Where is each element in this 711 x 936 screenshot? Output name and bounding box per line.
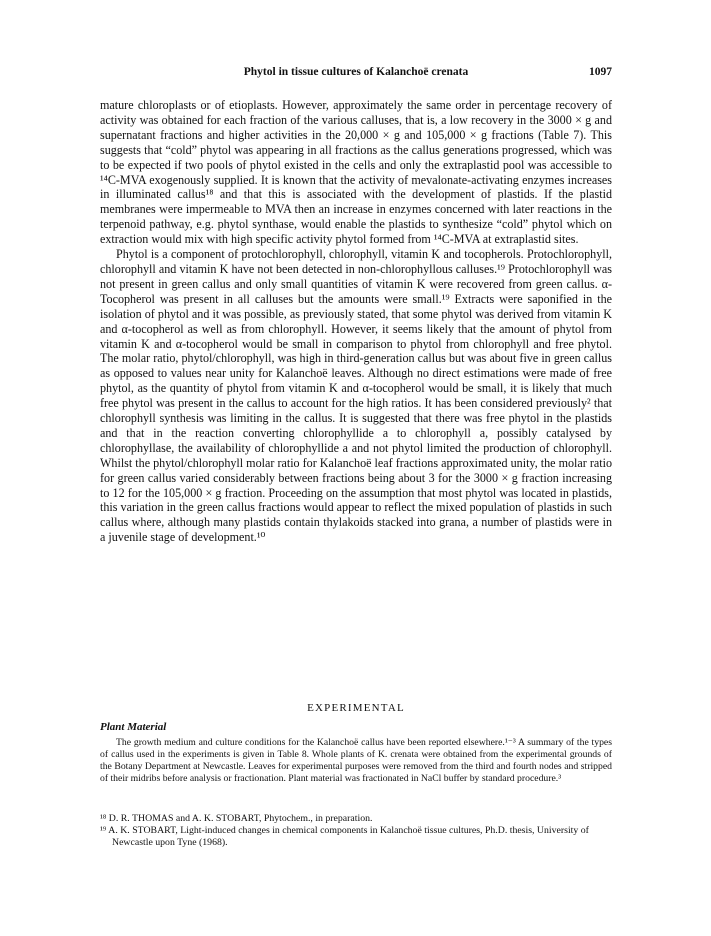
discussion-text [100, 98, 612, 545]
plant-material-paragraph: The growth medium and culture conditions for the Kalanchoë callus have been reported elsewhere.¹⁻³ A summary of the types of callus used in the experiments is given in Table 8. Whole plants of K. crenata were obtained from the experimental grounds of the Botany Department at Newcastle. Leaves for experimental purposes were removed from the third and fourth nodes and stripped of their midribs before analysis or fractionation. Plant material was fractionated in NaCl buffer by standard procedure.³ [100, 737, 612, 784]
footnote-18: ¹⁸ D. R. THOMAS and A. K. STOBART, Phytochem., in preparation. [100, 813, 373, 824]
page-number: 1097 [589, 66, 612, 78]
experimental-heading: EXPERIMENTAL [307, 702, 405, 714]
running-head [100, 66, 612, 84]
discussion-paragraph-1: mature chloroplasts or of etioplasts. However, approximately the same order in percentage recovery of activity was obtained for each fraction of the various calluses, that is, a low recovery in the 3000 × g and supernatant fractions and higher activities in the 20,000 × g and 105,000 × g fractions (Table 7). This suggests that “cold” phytol was appearing in all fractions as the callus generations progressed, which was to be expected if two pools of phytol existed in the cells and only the extraplastid pool was accessible to ¹⁴C-MVA exogenously supplied. It is known that the activity of mevalonate-activating enzymes increases in illuminated callus¹⁸ and that this is associated with the development of plastids. If the plastid membranes were impermeable to MVA then an increase in enzymes concerned with later reactions in the terpenoid pathway, e.g. phytol synthase, would enable the plastids to synthesize “cold” phytol which on extraction would mix with high specific activity phytol formed from ¹⁴C-MVA at extraplastid sites. [100, 98, 612, 247]
footnote-19: ¹⁹ A. K. STOBART, Light-induced changes in chemical components in Kalanchoë tissue cultures, Ph.D. thesis, University of Newcastle upon Tyne (1968). [100, 825, 589, 849]
footnotes [100, 813, 612, 850]
discussion-paragraph-2: Phytol is a component of protochlorophyll, chlorophyll, vitamin K and tocopherols. Protochlorophyll, chlorophyll and vitamin K have not been detected in non-chlorophyllous calluses.¹⁹ Protochlorophyll was not present in green callus and only small quantities of vitamin K were recovered from green callus. α-Tocopherol was present in all calluses but the amounts were small.¹⁹ Extracts were saponified in the isolation of phytol and it was possible, as previously stated, that some phytol was derived from vitamin K and α-tocopherol as well as from chlorophyll. However, it seems likely that the amount of phytol from vitamin K and α-tocopherol would be small in comparison to phytol from chlorophyll and free phytol. The molar ratio, phytol/chlorophyll, was high in third-generation callus but was about five in green callus as opposed to values near unity for Kalanchoë leaves. Although no direct estimations were made of free phytol, as the quantity of phytol from vitamin K and α-tocopherol would be small, it is likely that much free phytol was present in the callus to account for the high ratios. It has been considered previously² that chlorophyll synthesis was limiting in the callus. It is suggested that there was free phytol in the plastids and that in the reaction converting chlorophyllide a to chlorophyll a, possibly catalysed by chlorophyllase, the availability of chlorophyllide a and not phytol limited the production of chlorophyll. Whilst the phytol/chlorophyll molar ratio for Kalanchoë leaf fractions approximated unity, the molar ratio for green callus varied considerably between fractions being about 3 for the 3000 × g fraction increasing to 12 for the 105,000 × g fraction. Proceeding on the assumption that most phytol was located in plastids, this variation in the green callus fractions would appear to reflect the mixed population of plastids in such callus where, although many plastids contain thylakoids stacked into grana, a number of plastids were in a juvenile stage of development.¹⁰ [100, 247, 612, 545]
plant-material-subheading: Plant Material [100, 721, 167, 733]
running-head-title: Phytol in tissue cultures of Kalanchoë crenata [243, 66, 469, 78]
